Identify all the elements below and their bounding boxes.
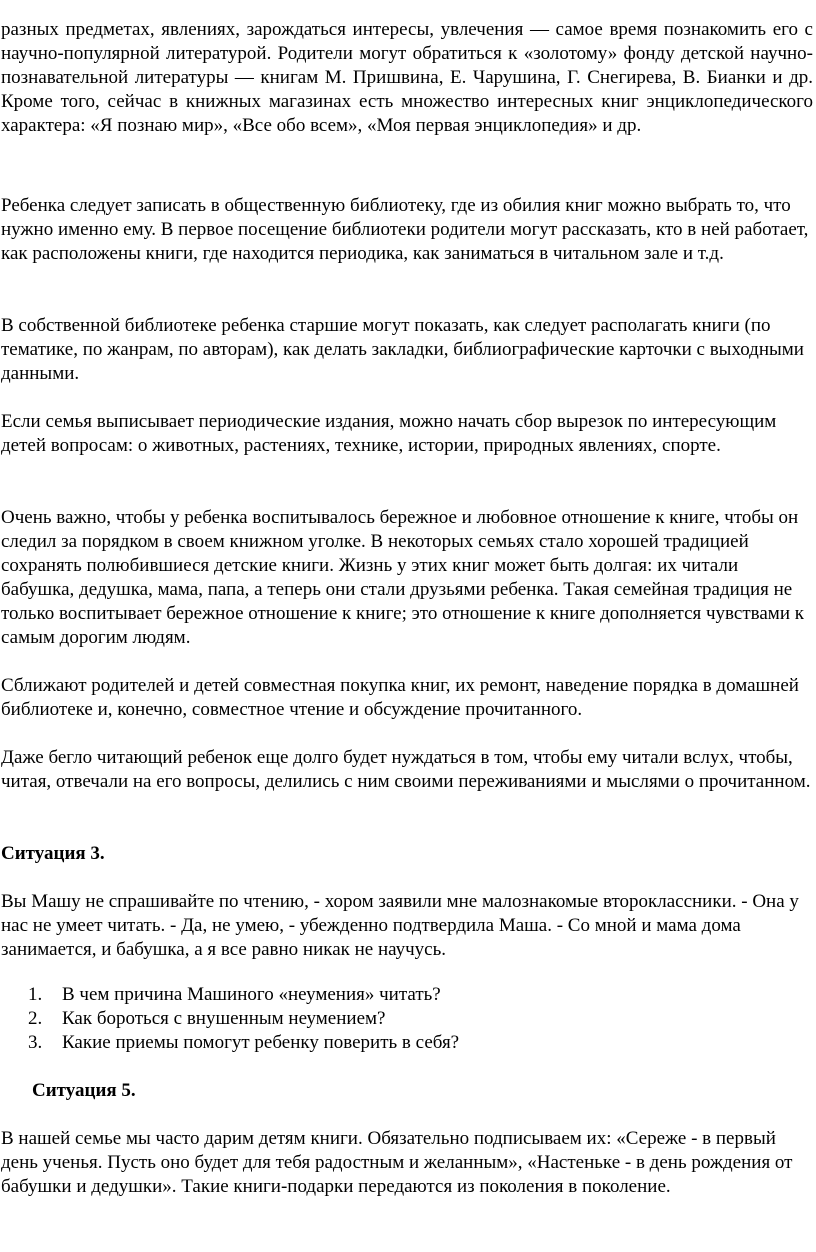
paragraph-book-care: Очень важно, чтобы у ребенка воспитывалось бережное и любовное отношение к книге, чтобы он следил за порядком в своем книжном уголке. В некоторых семьях стало хорошей традицией сохранять полюбившиеся детские книги. Жизнь у этих книг может быть долгая: их читали бабушка, дедушка, мама, папа, а теперь они стали друзьями ребенка. Такая семейная традиция не только воспитывает бережное отношение к книге; это отношение к книге дополняется чувствами к самым дорогим людям. bbox=[1, 507, 804, 648]
question-number: 2. bbox=[28, 1008, 43, 1029]
paragraph-joint-activities: Сближают родителей и детей совместная покупка книг, их ремонт, наведение порядка в домашней библиотеке и, конечно, совместное чтение и обсуждение прочитанного. bbox=[1, 675, 799, 720]
situation-3-text: Вы Машу не спрашивайте по чтению, - хором заявили мне малознакомые второклассники. - Она у нас не умеет читать. - Да, не умею, - убежденно подтвердила Маша. - Со мной и мама дома занимается, и бабушка, а я все равно никак не научусь. bbox=[1, 891, 799, 960]
paragraph-science-literature: разных предметах, явлениях, зарождаться интересы, увлечения — самое время познакомить его с научно-популярной литературой. Родители могут обратиться к «золотому» фонду детской научно-познавательной литературы — книгам М. Пришвина, Е. Чарушина, Г. Снегирева, В. Бианки и др. Кроме того, сейчас в книжных магазинах есть множество интересных книг энциклопедического характера: «Я познаю мир», «Все обо всем», «Моя первая энциклопедия» и др. bbox=[1, 19, 813, 136]
question-item bbox=[0, 983, 810, 1007]
situation-5-text: В нашей семье мы часто дарим детям книги. Обязательно подписываем их: «Сереже - в первый день ученья. Пусть оно будет для тебя радостным и желанным», «Настеньке - в день рождения от бабушки и дедушки». Такие книги-подарки передаются из поколения в поколение. bbox=[1, 1128, 793, 1197]
question-number: 3. bbox=[28, 1032, 43, 1053]
paragraph-public-library: Ребенка следует записать в общественную библиотеку, где из обилия книг можно выбрать то, что нужно именно ему. В первое посещение библиотеки родители могут рассказать, кто в ней работает, как расположены книги, где находится периодика, как заниматься в читальном зале и т.д. bbox=[1, 195, 809, 264]
situation-3-questions bbox=[0, 983, 810, 1055]
question-text: Как бороться с внушенным неумением? bbox=[62, 1008, 386, 1029]
question-text: Какие приемы помогут ребенку поверить в себя? bbox=[62, 1032, 460, 1053]
paragraph-reading-aloud: Даже бегло читающий ребенок еще долго будет нуждаться в том, чтобы ему читали вслух, чтобы, читая, отвечали на его вопросы, делились с ним своими переживаниями и мыслями о прочитанном. bbox=[1, 747, 811, 792]
paragraph-home-library: В собственной библиотеке ребенка старшие могут показать, как следует располагать книги (по тематике, по жанрам, по авторам), как делать закладки, библиографические карточки с выходными данными. bbox=[1, 315, 804, 384]
question-item bbox=[0, 1007, 810, 1031]
situation-5-heading: Ситуация 5. bbox=[32, 1080, 136, 1101]
paragraph-periodicals: Если семья выписывает периодические издания, можно начать сбор вырезок по интересующим детей вопросам: о животных, растениях, технике, истории, природных явлениях, спорте. bbox=[1, 411, 777, 456]
situation-3-heading: Ситуация 3. bbox=[1, 843, 105, 864]
question-text: В чем причина Машиного «неумения» читать? bbox=[62, 984, 441, 1005]
question-number: 1. bbox=[28, 984, 43, 1005]
question-item bbox=[0, 1031, 810, 1055]
